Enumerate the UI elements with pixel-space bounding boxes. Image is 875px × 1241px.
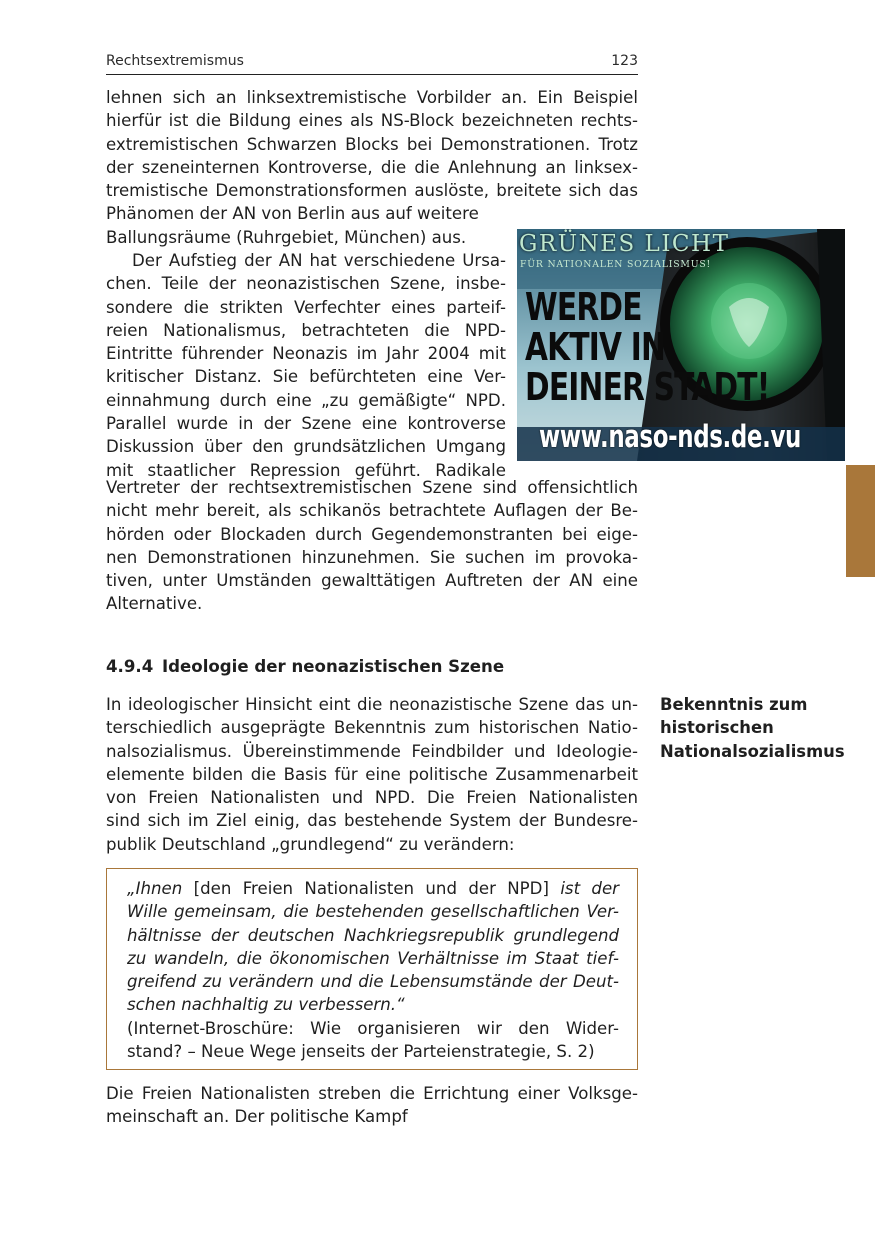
advert-subline: FÜR NATIONALEN SOZIALISMUS! xyxy=(520,259,712,270)
text-line: einnahmung durch eine „zu gemäßigte“ NPD. xyxy=(106,390,506,410)
quote-open: „Ihnen xyxy=(127,879,183,898)
text-line: publik Deutschland „grundlegend“ zu verändern: xyxy=(106,834,515,854)
text-line: mit staatlicher Repression geführt. Radikale xyxy=(106,460,506,480)
quote-box xyxy=(106,868,638,1070)
paragraph-3 xyxy=(106,693,638,856)
text-line: Die Freien Nationalisten streben die Errichtung einer Volksge- xyxy=(106,1084,638,1103)
quote-line: Wille gemeinsam, die bestehenden gesellschaftlichen Ver- xyxy=(127,902,619,922)
margin-note-line: Bekenntnis zum xyxy=(660,695,808,714)
text-line: meinschaft an. Der politische Kampf xyxy=(106,1107,408,1127)
quote-line: greifend zu verändern und die Lebensumstände der Deut- xyxy=(127,972,619,992)
advert-slogan-line: AKTIV IN xyxy=(525,325,666,369)
advert-slogan-line: DEINER STADT! xyxy=(525,365,770,409)
text-line: nalsozialismus. Übereinstimmende Feindbilder und Ideologie- xyxy=(106,741,638,761)
text-line: nen Demonstrationen hinzunehmen. Sie suchen im provoka- xyxy=(106,547,638,567)
text-line: sondere die strikten Verfechter eines parteif- xyxy=(106,297,506,317)
quote-line: zu wandeln, die ökonomischen Verhältnisse im Staat tief- xyxy=(127,948,619,968)
page-number: 123 xyxy=(611,53,638,69)
text-line: Der Aufstieg der AN hat verschiedene Ursa- xyxy=(132,251,506,270)
text-line: elemente bilden die Basis für eine politische Zusammenarbeit xyxy=(106,764,638,784)
text-line: der szeneinternen Kontroverse, die die Anlehnung an linksex- xyxy=(106,157,638,177)
advert-slogan xyxy=(525,287,769,407)
text-line: tremistische Demonstrationsformen auslöste, breitete sich das xyxy=(106,181,638,201)
text-line: In ideologischer Hinsicht eint die neonazistische Szene das un- xyxy=(106,695,638,714)
text-line: Diskussion über den grundsätzlichen Umgang xyxy=(106,437,506,457)
quote-source-line: (Internet-Broschüre: Wie organisieren wir den Wider- xyxy=(127,1018,619,1038)
paragraph-2-continued xyxy=(106,476,638,616)
margin-note-line: historischen xyxy=(660,718,774,738)
text-line: extremistischen Schwarzen Blocks bei Demonstrationen. Trotz xyxy=(106,134,638,154)
text-line: Alternative. xyxy=(106,594,203,614)
text-line: tiven, unter Umständen gewalttätigen Auftreten der AN eine xyxy=(106,571,638,591)
section-title: Ideologie der neonazistischen Szene xyxy=(162,657,505,676)
quote-continue: ist der xyxy=(560,879,619,898)
text-line: nicht mehr bereit, als schikanös betrachtete Auflagen der Be- xyxy=(106,501,638,521)
quote-line xyxy=(127,877,619,900)
text-line: kritischer Distanz. Sie befürchteten eine Ver- xyxy=(106,367,506,387)
text-line: chen. Teile der neonazistischen Szene, insbe- xyxy=(106,274,506,294)
text-line: hörden oder Blockaden durch Gegendemonstranten bei eige- xyxy=(106,524,638,544)
chapter-thumb-tab xyxy=(846,465,875,577)
quote-insertion: [den Freien Nationalisten und der NPD] xyxy=(182,879,561,898)
text-line: Eintritte führender Neonazis im Jahr 2004 mit xyxy=(106,344,506,364)
text-line: Phänomen der AN von Berlin aus auf weitere xyxy=(106,204,479,224)
running-title: Rechtsextremismus xyxy=(106,53,244,69)
advert-headline: GRÜNES LICHT xyxy=(519,231,730,257)
paragraph-1 xyxy=(106,86,638,249)
text-line: lehnen sich an linksextremistische Vorbilder an. Ein Beispiel xyxy=(106,88,638,107)
text-line: sind sich im Ziel einig, das bestehende System der Bundesre- xyxy=(106,811,638,831)
text-line: Ballungsräume (Ruhrgebiet, München) aus. xyxy=(106,227,467,247)
text-line: terschiedlich ausgeprägte Bekenntnis zum historischen Natio- xyxy=(106,718,638,738)
advert-image xyxy=(517,229,845,461)
text-line: Parallel wurde in der Szene eine kontroverse xyxy=(106,414,506,434)
advert-url: www.naso-nds.de.vu xyxy=(539,419,802,455)
section-number: 4.9.4 xyxy=(106,657,154,676)
paragraph-2-wrapped xyxy=(106,249,506,482)
advert-slogan-line: WERDE xyxy=(525,285,642,329)
margin-note xyxy=(660,693,850,763)
quote-source-line: stand? – Neue Wege jenseits der Parteienstrategie, S. 2) xyxy=(127,1042,595,1062)
running-head xyxy=(106,52,638,75)
paragraph-4 xyxy=(106,1082,638,1129)
section-heading xyxy=(106,657,504,676)
margin-note-line: Nationalsozialismus xyxy=(660,741,845,761)
text-line: Vertreter der rechtsextremistischen Szene sind offensichtlich xyxy=(106,478,638,497)
text-line: reien Nationalismus, betrachteten die NPD- xyxy=(106,320,506,340)
quote-line: schen nachhaltig zu verbessern.“ xyxy=(127,995,405,1015)
text-line: von Freien Nationalisten und NPD. Die Freien Nationalisten xyxy=(106,788,638,808)
text-line: hierfür ist die Bildung eines als NS-Block bezeichneten rechts- xyxy=(106,111,638,131)
quote-line: hältnisse der deutschen Nachkriegsrepublik grundlegend xyxy=(127,925,619,945)
